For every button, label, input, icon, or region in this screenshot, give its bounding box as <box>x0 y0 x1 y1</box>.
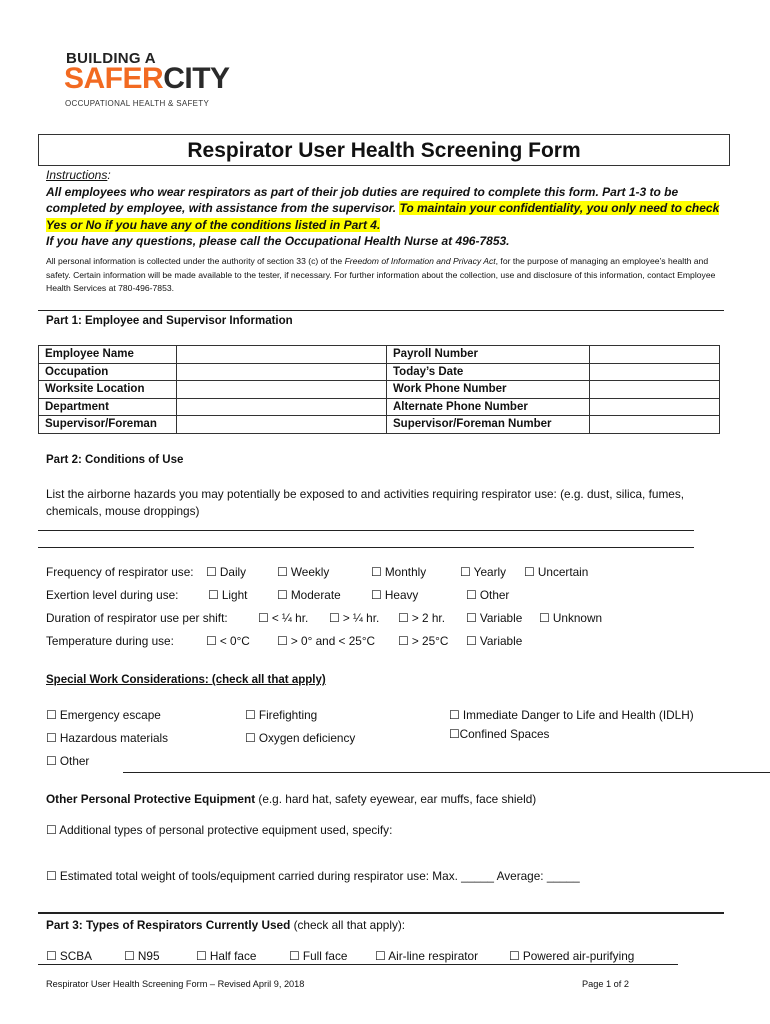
special-oxygen-deficiency[interactable] <box>245 731 355 745</box>
supervisor-field[interactable] <box>177 416 387 434</box>
temperature-zero-to-25[interactable] <box>277 634 375 648</box>
special-other-line[interactable] <box>123 772 770 773</box>
label-work-phone: Work Phone Number <box>387 381 590 399</box>
logo-line-building: BUILDING A <box>66 50 156 67</box>
special-confined-spaces[interactable] <box>449 727 549 741</box>
option-label: Daily <box>219 565 247 579</box>
part2-heading: Part 2: Conditions of Use <box>46 454 184 466</box>
option-label: Unknown <box>552 611 603 625</box>
divider <box>38 310 724 311</box>
option-label: Emergency escape <box>59 708 161 722</box>
part3-heading-rest: (check all that apply): <box>290 918 406 932</box>
ppe-heading-rest: (e.g. hard hat, safety eyewear, ear muffs, face shield) <box>255 792 537 806</box>
label-supervisor-number: Supervisor/Foreman Number <box>387 416 590 434</box>
employee-name-field[interactable] <box>177 346 387 364</box>
frequency-yearly[interactable] <box>460 565 506 579</box>
checkbox-icon <box>46 823 57 837</box>
option-label: > 2 hr. <box>411 611 445 625</box>
checkbox-icon <box>46 731 57 745</box>
label-supervisor: Supervisor/Foreman <box>39 416 177 434</box>
option-label: < 0°C <box>219 634 250 648</box>
employee-info-table <box>38 345 720 434</box>
option-label: Half face <box>209 949 257 963</box>
privacy-notice <box>46 255 726 296</box>
temperature-below-zero[interactable] <box>206 634 250 648</box>
ppe-heading-bold: Other Personal Protective Equipment <box>46 792 256 806</box>
frequency-weekly[interactable] <box>277 565 329 579</box>
label-employee-name: Employee Name <box>39 346 177 364</box>
respirator-air-line[interactable] <box>375 949 478 963</box>
label-todays-date: Today’s Date <box>387 363 590 381</box>
checkbox-icon <box>245 731 256 745</box>
option-label: Confined Spaces <box>459 727 550 741</box>
option-label: Variable <box>479 634 523 648</box>
checkbox-icon <box>277 565 288 579</box>
supervisor-number-field[interactable] <box>590 416 720 434</box>
checkbox-icon <box>466 588 477 602</box>
checkbox-icon <box>277 634 288 648</box>
checkbox-icon <box>206 565 217 579</box>
table-row <box>39 398 720 416</box>
option-label: > 25°C <box>411 634 449 648</box>
part3-heading-bold: Part 3: Types of Respirators Currently Used <box>46 918 291 932</box>
divider <box>38 912 724 914</box>
exertion-other[interactable] <box>466 588 509 602</box>
exertion-label: Exertion level during use: <box>46 588 179 602</box>
special-emergency-escape[interactable] <box>46 708 161 722</box>
checkbox-icon <box>245 708 256 722</box>
frequency-monthly[interactable] <box>371 565 426 579</box>
part3-heading <box>46 918 405 932</box>
checkbox-icon <box>466 611 477 625</box>
option-label: Other <box>479 588 510 602</box>
ppe-heading <box>46 792 536 806</box>
work-phone-field[interactable] <box>590 381 720 399</box>
exertion-moderate[interactable] <box>277 588 341 602</box>
option-label: Oxygen deficiency <box>258 731 356 745</box>
temperature-variable[interactable] <box>466 634 522 648</box>
checkbox-icon <box>277 588 288 602</box>
table-row <box>39 381 720 399</box>
table-row <box>39 346 720 364</box>
checkbox-icon <box>208 588 219 602</box>
checkbox-icon <box>460 565 471 579</box>
duration-variable[interactable] <box>466 611 522 625</box>
option-label: Moderate <box>290 588 341 602</box>
checkbox-icon <box>258 611 269 625</box>
option-label: N95 <box>137 949 160 963</box>
form-title: Respirator User Health Screening Form <box>187 139 581 162</box>
ppe-weight[interactable] <box>46 869 580 883</box>
option-label: Other <box>59 754 90 768</box>
label-alternate-phone: Alternate Phone Number <box>387 398 590 416</box>
privacy-post: , for the purpose of managing an employee’s health and safety. Certain information will be made available to the tester, if necessary. For further information about the collection, use and disclosure of this information, contact Employee Health Services at 780-496-7853. <box>46 256 716 293</box>
respirator-half-face[interactable] <box>196 949 256 963</box>
checkbox-icon <box>124 949 135 963</box>
option-label: < ¼ hr. <box>271 611 309 625</box>
option-label: Air-line respirator <box>388 949 479 963</box>
frequency-uncertain[interactable] <box>524 565 588 579</box>
instructions-text: All employees who wear respirators as part of their job duties are required to complete this form. Part 1-3 to be completed by employee, with assistance from the supervisor. <box>46 184 679 215</box>
label-worksite-location: Worksite Location <box>39 381 177 399</box>
hazards-answer-line-1[interactable] <box>38 530 694 531</box>
alternate-phone-field[interactable] <box>590 398 720 416</box>
divider <box>38 964 678 965</box>
duration-unknown[interactable] <box>539 611 602 625</box>
hazards-answer-line-2[interactable] <box>38 547 694 548</box>
occupation-field[interactable] <box>177 363 387 381</box>
option-label: Full face <box>302 949 348 963</box>
option-label: Hazardous materials <box>59 731 169 745</box>
option-label: Light <box>221 588 248 602</box>
option-label: > ¼ hr. <box>342 611 380 625</box>
special-firefighting[interactable] <box>245 708 317 722</box>
respirator-powered-air[interactable] <box>509 949 634 963</box>
checkbox-icon <box>398 611 409 625</box>
logo-safer: SAFER <box>64 62 164 95</box>
title-box <box>38 134 730 166</box>
instructions-colon: : <box>107 168 111 182</box>
frequency-label: Frequency of respirator use: <box>46 565 194 579</box>
logo-subtitle: OCCUPATIONAL HEALTH & SAFETY <box>65 99 210 108</box>
logo <box>64 63 230 95</box>
checkbox-icon <box>371 565 382 579</box>
option-label: Powered air-purifying <box>522 949 635 963</box>
checkbox-icon <box>329 611 340 625</box>
footer-form-name: Respirator User Health Screening Form – Revised April 9, 2018 <box>46 979 305 989</box>
checkbox-icon <box>398 634 409 648</box>
footer-page-number: Page 1 of 2 <box>582 979 629 989</box>
respirator-full-face[interactable] <box>289 949 347 963</box>
checkbox-icon <box>375 949 386 963</box>
temperature-label: Temperature during use: <box>46 634 174 648</box>
respirator-scba[interactable] <box>46 949 92 963</box>
ppe-additional[interactable] <box>46 823 392 837</box>
checkbox-icon <box>206 634 217 648</box>
option-label: Heavy <box>384 588 419 602</box>
checkbox-icon <box>46 754 57 768</box>
special-idlh[interactable] <box>449 708 694 722</box>
privacy-pre: All personal information is collected under the authority of section 33 (c) of the <box>46 256 345 266</box>
option-label: SCBA <box>59 949 92 963</box>
label-occupation: Occupation <box>39 363 177 381</box>
exertion-light[interactable] <box>208 588 247 602</box>
label-department: Department <box>39 398 177 416</box>
privacy-act: Freedom of Information and Privacy Act <box>344 256 496 266</box>
checkbox-icon <box>46 949 57 963</box>
option-label: Firefighting <box>258 708 318 722</box>
duration-quarter-less[interactable] <box>258 611 308 625</box>
checkbox-icon <box>46 869 57 883</box>
checkbox-icon <box>371 588 382 602</box>
temperature-above-25[interactable] <box>398 634 448 648</box>
option-label: Additional types of personal protective equipment used, specify: <box>59 823 393 837</box>
option-label: Estimated total weight of tools/equipment carried during respirator use: Max. _____ Average: _____ <box>59 869 580 883</box>
instructions-highlight: To maintain your confidentiality, you only need to check Yes or No if you have any of the conditions listed in Part 4. <box>46 201 720 232</box>
option-label: Yearly <box>473 565 507 579</box>
checkbox-icon <box>509 949 520 963</box>
part1-heading: Part 1: Employee and Supervisor Information <box>46 315 293 327</box>
respirator-n95[interactable] <box>124 949 160 963</box>
hazards-prompt: List the airborne hazards you may potentially be exposed to and activities requiring respirator use: (e.g. dust, silica, fumes, chemicals, mouse droppings) <box>46 487 685 518</box>
special-hazardous-materials[interactable] <box>46 731 168 745</box>
table-row <box>39 363 720 381</box>
option-label: Weekly <box>290 565 330 579</box>
checkbox-icon <box>46 708 57 722</box>
instructions-heading: Instructions <box>46 168 108 182</box>
label-payroll-number: Payroll Number <box>387 346 590 364</box>
option-label: Uncertain <box>537 565 589 579</box>
payroll-number-field[interactable] <box>590 346 720 364</box>
todays-date-field[interactable] <box>590 363 720 381</box>
worksite-location-field[interactable] <box>177 381 387 399</box>
special-heading: Special Work Considerations: (check all that apply) <box>46 674 326 686</box>
option-label: Monthly <box>384 565 427 579</box>
option-label: Variable <box>479 611 523 625</box>
frequency-daily[interactable] <box>206 565 246 579</box>
exertion-heavy[interactable] <box>371 588 418 602</box>
checkbox-icon <box>449 708 460 722</box>
duration-label: Duration of respirator use per shift: <box>46 611 228 625</box>
checkbox-icon <box>466 634 477 648</box>
instructions <box>46 167 726 250</box>
instructions-contact: If you have any questions, please call the Occupational Health Nurse at 496-7853. <box>46 234 510 248</box>
special-other[interactable] <box>46 754 89 768</box>
option-label: Immediate Danger to Life and Health (IDLH) <box>462 708 694 722</box>
checkbox-icon <box>449 727 460 741</box>
duration-quarter-more[interactable] <box>329 611 379 625</box>
logo-city: CITY <box>163 62 230 95</box>
checkbox-icon <box>524 565 535 579</box>
checkbox-icon <box>196 949 207 963</box>
checkbox-icon <box>539 611 550 625</box>
checkbox-icon <box>289 949 300 963</box>
department-field[interactable] <box>177 398 387 416</box>
duration-two-hours[interactable] <box>398 611 445 625</box>
table-row <box>39 416 720 434</box>
option-label: > 0° and < 25°C <box>290 634 376 648</box>
